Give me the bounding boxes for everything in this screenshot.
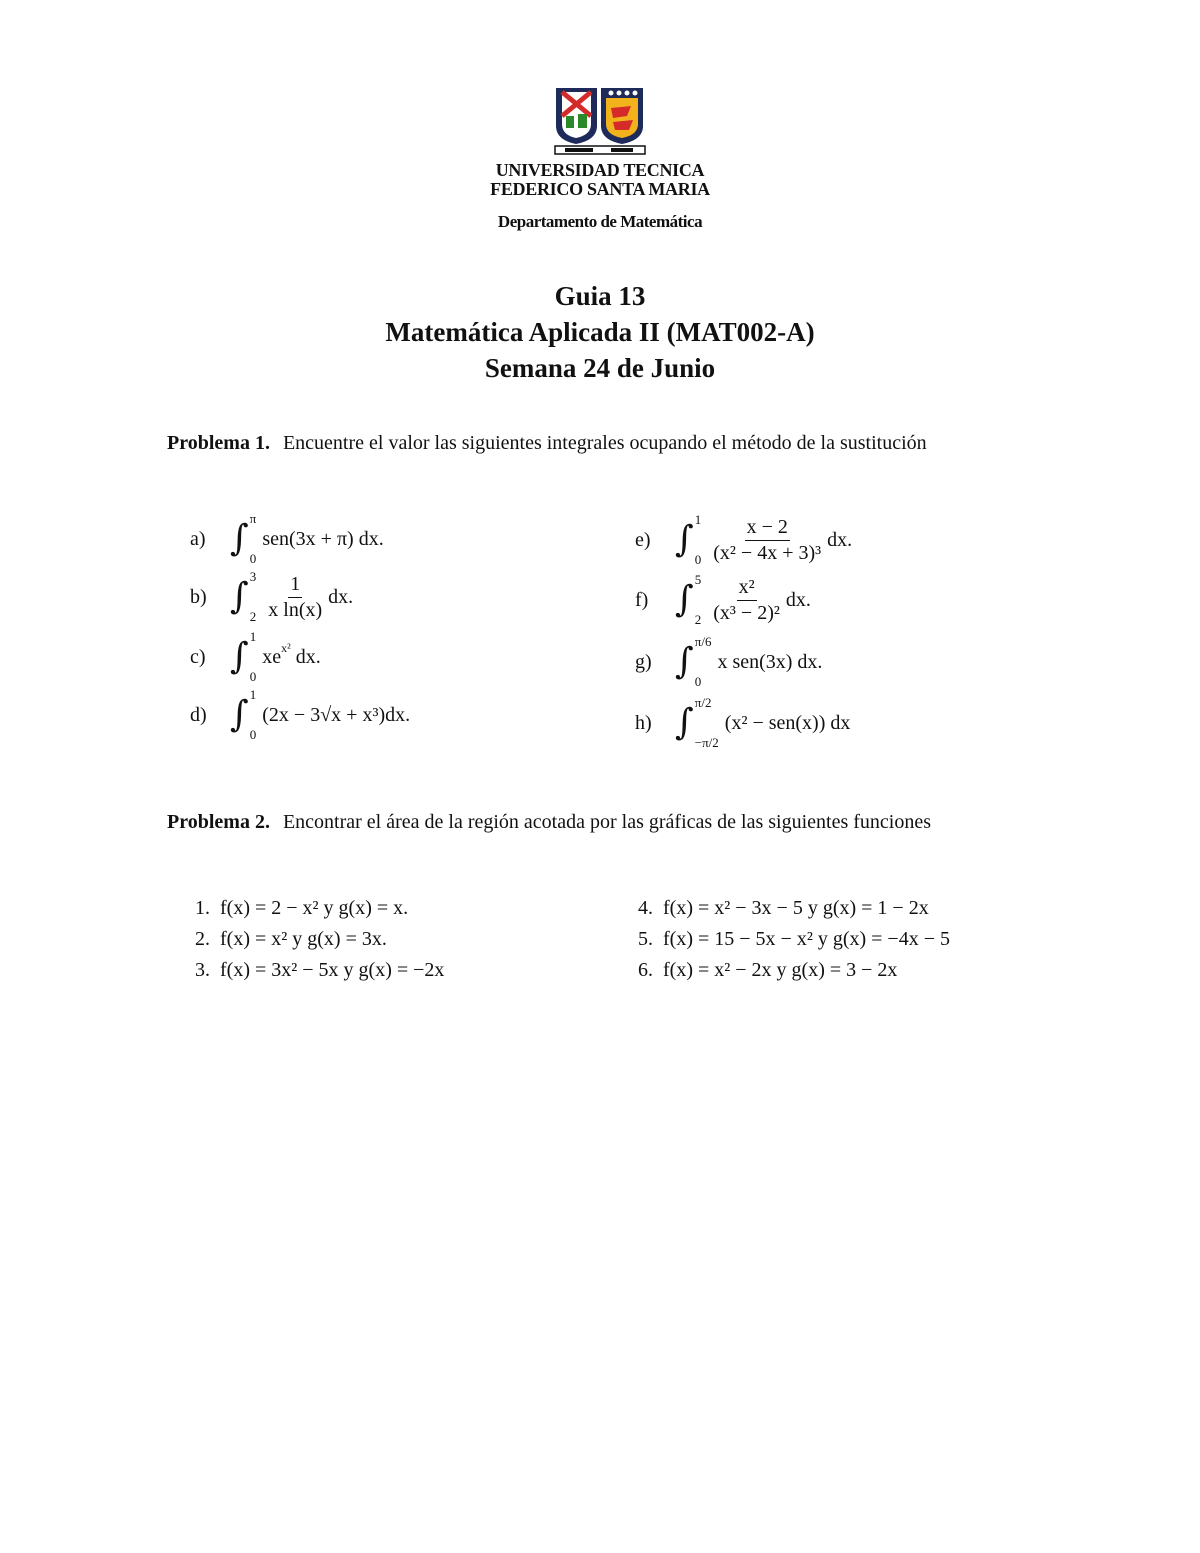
upper-limit: π — [249, 511, 257, 526]
item-label: c) — [190, 646, 206, 668]
exponent: x² — [281, 641, 291, 655]
item-label: g) — [635, 651, 652, 673]
lower-limit: 0 — [249, 669, 257, 684]
upper-limit: 1 — [694, 512, 702, 527]
item-label: b) — [190, 586, 207, 608]
integrand: (x² − sen(x)) dx — [724, 711, 851, 734]
denominator: (x² − 4x + 3)³ — [713, 541, 822, 564]
lower-limit: 0 — [249, 727, 257, 742]
denominator: (x³ − 2)² — [713, 601, 780, 624]
integral-limits — [250, 630, 257, 684]
integral-item — [190, 570, 353, 624]
differential: dx. — [290, 645, 321, 668]
integral-limits — [695, 573, 702, 627]
integral-item — [635, 696, 850, 750]
integral-sign: ∫ — [230, 694, 249, 735]
upper-limit: 1 — [249, 629, 257, 644]
guide-title: Guia 13 — [554, 281, 646, 311]
upper-limit: π/6 — [694, 634, 712, 649]
university-logo — [553, 86, 647, 156]
problem2-text: Encontrar el área de la región acotada por las gráficas de las siguientes funciones — [282, 811, 931, 833]
upper-limit: 1 — [249, 687, 257, 702]
integral-sign: ∫ — [675, 641, 694, 682]
lower-limit: 2 — [249, 609, 257, 624]
integral-item — [190, 512, 384, 566]
differential: dx. — [785, 588, 811, 611]
fraction — [713, 515, 821, 566]
integrand: (2x − 3√x + x³)dx. — [262, 703, 411, 726]
integral-sign: ∫ — [675, 519, 694, 560]
integral-limits — [250, 512, 257, 566]
integral-limits — [695, 513, 702, 567]
integral-limits — [250, 570, 257, 624]
integral-item — [190, 688, 410, 742]
lower-limit: 0 — [249, 551, 257, 566]
problem2-statement — [167, 807, 1037, 838]
upper-limit: π/2 — [694, 695, 712, 710]
integrand: x sen(3x) dx. — [717, 650, 823, 673]
problem2-item: 1. f(x) = 2 − x² y g(x) = x. — [195, 897, 409, 919]
fraction — [268, 572, 322, 623]
item-label: d) — [190, 704, 207, 726]
integral-item — [635, 573, 811, 627]
integral-limits — [695, 696, 719, 750]
item-label: a) — [190, 528, 206, 550]
differential: dx. — [827, 528, 853, 551]
numerator: x² — [737, 575, 757, 601]
numerator: x − 2 — [745, 515, 790, 541]
lower-limit: 0 — [694, 552, 702, 567]
lower-limit: 0 — [694, 674, 702, 689]
integral-sign: ∫ — [230, 636, 249, 677]
fraction — [713, 575, 780, 626]
upper-limit: 5 — [694, 572, 702, 587]
differential: dx. — [328, 585, 354, 608]
denominator: x ln(x) — [268, 598, 323, 621]
problem2-item: 3. f(x) = 3x² − 5x y g(x) = −2x — [195, 959, 445, 981]
integral-limits — [250, 688, 257, 742]
week-title: Semana 24 de Junio — [484, 353, 716, 383]
department-name: Departamento de Matemática — [497, 212, 703, 231]
integrand: xe — [262, 645, 282, 668]
integral-item — [635, 635, 822, 689]
course-title: Matemática Aplicada II (MAT002-A) — [385, 317, 815, 347]
item-label: e) — [635, 529, 651, 551]
problem1-text: Encuentre el valor las siguientes integrales ocupando el método de la sustitución — [282, 432, 927, 454]
integrand: sen(3x + π) dx. — [262, 527, 384, 550]
item-label: f) — [635, 589, 649, 611]
lower-limit: 2 — [694, 612, 702, 627]
university-name-line2: FEDERICO SANTA MARIA — [490, 179, 710, 199]
item-label: h) — [635, 712, 652, 734]
problem2-item: 4. f(x) = x² − 3x − 5 y g(x) = 1 − 2x — [638, 897, 929, 919]
integral-sign: ∫ — [675, 702, 694, 743]
problem2-heading: Problema 2. — [167, 811, 270, 833]
integral-sign: ∫ — [230, 518, 249, 559]
problem1-heading: Problema 1. — [167, 432, 270, 454]
integral-sign: ∫ — [675, 579, 694, 620]
integral-limits — [695, 635, 712, 689]
integral-sign: ∫ — [230, 576, 249, 617]
problem2-item: 5. f(x) = 15 − 5x − x² y g(x) = −4x − 5 — [638, 928, 950, 950]
problem2-item: 6. f(x) = x² − 2x y g(x) = 3 − 2x — [638, 959, 898, 981]
integral-item — [190, 630, 321, 684]
numerator: 1 — [288, 572, 302, 598]
upper-limit: 3 — [249, 569, 257, 584]
lower-limit: −π/2 — [694, 735, 719, 750]
integral-item — [635, 513, 852, 567]
problem1-statement — [167, 428, 1037, 459]
problem2-item: 2. f(x) = x² y g(x) = 3x. — [195, 928, 387, 950]
university-name-line1: UNIVERSIDAD TECNICA — [495, 160, 705, 180]
